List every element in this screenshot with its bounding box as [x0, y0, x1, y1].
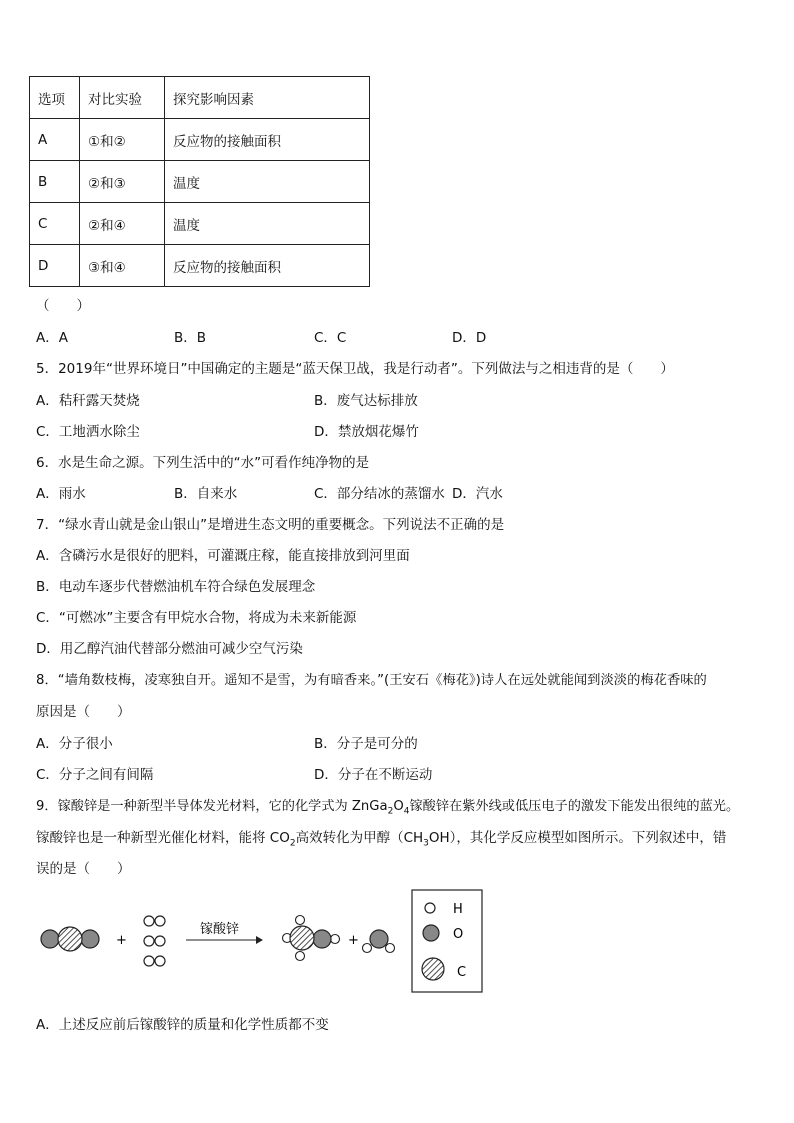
table-row	[30, 245, 370, 287]
hydrogen-atom	[144, 936, 154, 946]
catalyst-label: 镓酸锌	[200, 922, 240, 937]
arrow-head	[256, 936, 263, 944]
option-d: D．用乙醇汽油代替部分燃油可减少空气污染	[36, 641, 303, 657]
table-cell: D	[30, 245, 80, 287]
hydrogen-legend-icon	[425, 903, 435, 913]
legend-label-c: C	[457, 965, 467, 980]
table-header-cell: 探究影响因素	[165, 77, 370, 119]
plus-sign: +	[116, 933, 127, 948]
hydrogen-atom	[296, 916, 305, 925]
option-c: C．“可燃冰”主要含有甲烷水合物，将成为未来新能源	[36, 610, 357, 626]
question-7-stem: 7．“绿水青山就是金山银山”是增进生态文明的重要概念。下列说法不正确的是	[36, 517, 505, 533]
option-a: A．A	[36, 330, 68, 346]
hydrogen-atom	[363, 944, 372, 953]
option-b: B．电动车逐步代替燃油机车符合绿色发展理念	[36, 579, 316, 595]
option-d: D．汽水	[452, 486, 503, 502]
hydrogen-atom	[155, 936, 165, 946]
table-cell: 反应物的接触面积	[165, 245, 370, 287]
option-c: C．分子之间有间隔	[36, 767, 154, 783]
option-a: A．雨水	[36, 486, 86, 502]
legend-label-o: O	[453, 927, 464, 942]
oxygen-legend-icon	[423, 925, 439, 941]
table-header-cell: 对比实验	[80, 77, 165, 119]
carbon-atom	[290, 926, 314, 950]
hydrogen-atom	[155, 956, 165, 966]
table-cell: 温度	[165, 203, 370, 245]
table-cell: 反应物的接触面积	[165, 119, 370, 161]
methanol-molecule	[283, 916, 340, 961]
question-8-stem-line1: 8．“墙角数枝梅，凌寒独自开。遥知不是雪，为有暗香来。”(王安石《梅花》)诗人在远处就能闻到淡淡的梅花香味的	[36, 673, 707, 688]
hydrogen-atom	[386, 944, 395, 953]
table-cell: B	[30, 161, 80, 203]
atom-legend	[412, 890, 482, 992]
table-row	[30, 161, 370, 203]
h2-molecules	[144, 916, 165, 966]
table-header-row	[30, 77, 370, 119]
hydrogen-atom	[331, 935, 340, 944]
option-d: D．分子在不断运动	[314, 767, 433, 783]
question-9-stem-line3: 误的是（ ）	[36, 861, 131, 877]
reaction-model-diagram	[30, 886, 490, 996]
table-cell: A	[30, 119, 80, 161]
option-a: A．分子很小	[36, 736, 113, 752]
option-b: B．分子是可分的	[314, 736, 418, 752]
hydrogen-atom	[144, 916, 154, 926]
answer-paren: （ ）	[36, 298, 90, 314]
hydrogen-atom	[144, 956, 154, 966]
question-6-stem: 6．水是生命之源。下列生活中的“水”可看作纯净物的是	[36, 455, 370, 471]
option-b: B．自来水	[174, 486, 238, 502]
option-b: B．废气达标排放	[314, 393, 418, 409]
table-row	[30, 119, 370, 161]
legend-label-h: H	[453, 902, 463, 917]
table-cell: ①和②	[80, 119, 165, 161]
water-molecule	[363, 930, 395, 953]
option-a: A．上述反应前后镓酸锌的质量和化学性质都不变	[36, 1017, 329, 1033]
table-cell: C	[30, 203, 80, 245]
oxygen-atom	[41, 930, 59, 948]
option-c: C．C	[314, 330, 347, 346]
oxygen-atom	[370, 930, 388, 948]
table-cell: ③和④	[80, 245, 165, 287]
carbon-legend-icon	[422, 958, 444, 980]
table-cell: 温度	[165, 161, 370, 203]
option-c: C．部分结冰的蒸馏水	[314, 486, 445, 502]
table-header-cell: 选项	[30, 77, 80, 119]
question-9-stem-line2: 镓酸锌也是一种新型光催化材料，能将 $CO_2$高效转化为甲醇$(CH_3OH)$，其化学反应模型如图所示。下列叙述中，错	[36, 830, 727, 849]
option-c: C．工地洒水除尘	[36, 424, 140, 440]
oxygen-atom	[313, 930, 331, 948]
option-d: D．禁放烟花爆竹	[314, 424, 419, 440]
question-8-stem-line2: 原因是（ ）	[36, 704, 131, 720]
comparison-table	[29, 76, 370, 287]
hydrogen-atom	[296, 952, 305, 961]
question-5-stem: 5．2019年“世界环境日”中国确定的主题是“蓝天保卫战，我是行动者”。下列做法与之相违背的是（ ）	[36, 361, 674, 377]
question-9-stem-line1: 9．镓酸锌是一种新型半导体发光材料，它的化学式为 $ZnGa_2O_4$镓酸锌在紫外线或低压电子的激发下能发出很纯的蓝光。	[36, 799, 740, 817]
hydrogen-atom	[155, 916, 165, 926]
table-cell: ②和③	[80, 161, 165, 203]
option-d: D．D	[452, 330, 487, 346]
plus-sign: +	[348, 933, 359, 948]
co2-molecule	[41, 927, 99, 951]
table-row	[30, 203, 370, 245]
table-cell: ②和④	[80, 203, 165, 245]
legend-box	[412, 890, 482, 992]
carbon-atom	[58, 927, 82, 951]
oxygen-atom	[81, 930, 99, 948]
option-b: B．B	[174, 330, 207, 346]
option-a: A．含磷污水是很好的肥料，可灌溉庄稼，能直接排放到河里面	[36, 548, 410, 564]
option-a: A．秸秆露天焚烧	[36, 393, 140, 409]
